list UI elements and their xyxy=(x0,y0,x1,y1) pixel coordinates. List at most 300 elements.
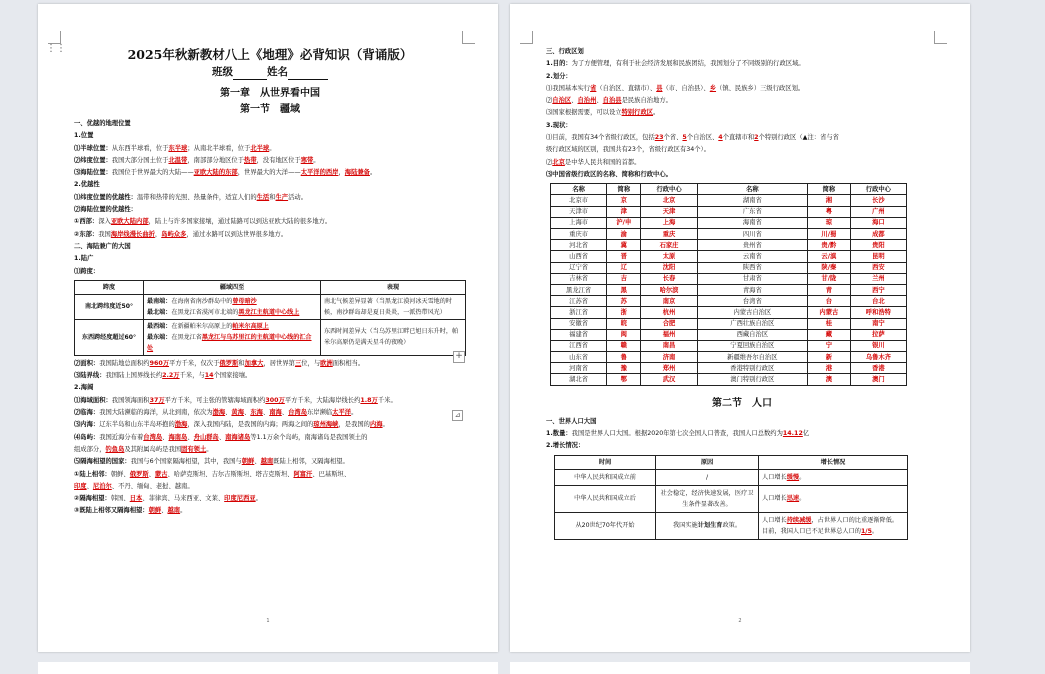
move-handle-icon[interactable]: ⋮⋮ xyxy=(46,43,66,54)
text-line[interactable] xyxy=(74,469,466,481)
page-2-paragraphs-2[interactable] xyxy=(546,416,938,453)
text-line[interactable] xyxy=(74,419,466,431)
table-cell[interactable]: 宁夏回族自治区 xyxy=(697,340,807,351)
table-header-cell[interactable]: 行政中心 xyxy=(850,184,906,195)
key-term: 缓慢 xyxy=(786,473,800,481)
text-line[interactable] xyxy=(546,132,938,144)
table-cell[interactable] xyxy=(656,485,759,512)
text-run: 在黑龙江省 xyxy=(171,333,202,341)
table-cell[interactable]: 南宁 xyxy=(850,318,906,329)
page-1-content[interactable] xyxy=(74,40,466,518)
text-line[interactable] xyxy=(546,58,938,70)
table-cell[interactable]: 粤 xyxy=(808,206,851,217)
table-header-cell[interactable]: 时间 xyxy=(555,455,656,469)
key-term: 曾母暗沙 xyxy=(232,297,257,305)
text-line[interactable] xyxy=(74,118,466,130)
table-cell[interactable]: 太原 xyxy=(641,251,697,262)
table-cell[interactable]: 合肥 xyxy=(641,318,697,329)
table-cell[interactable]: 江苏省 xyxy=(551,296,607,307)
extent-line xyxy=(147,307,317,318)
table-cell[interactable] xyxy=(656,512,759,539)
key-term: 三 xyxy=(294,359,302,367)
table-cell[interactable]: 陕西省 xyxy=(697,262,807,273)
table-row[interactable] xyxy=(555,485,908,512)
text-run: 和 xyxy=(238,359,245,367)
text-line[interactable] xyxy=(74,229,466,241)
text-run: 温带和热带的光照、热量条件，适宜人们的 xyxy=(136,193,257,201)
text-line[interactable] xyxy=(74,395,466,407)
text-run: 、 xyxy=(262,409,270,417)
key-term: 台湾岛 xyxy=(143,433,163,441)
bold-label: ⑶海陆位置： xyxy=(74,169,112,177)
text-line[interactable] xyxy=(546,440,938,452)
text-line[interactable] xyxy=(74,266,466,278)
table-row[interactable] xyxy=(551,329,907,340)
key-term: 朝鲜 xyxy=(241,458,255,466)
table-cell[interactable]: 贵阳 xyxy=(850,240,906,251)
add-row-button[interactable]: + xyxy=(453,351,465,363)
document-page-2[interactable] xyxy=(510,4,970,652)
text-run: ⑴目前，我国有34个省级行政区，包括 xyxy=(546,134,655,142)
text-line[interactable] xyxy=(546,46,938,58)
table-cell[interactable]: 东西跨经度超过60° xyxy=(75,319,144,355)
bold-label: 计划生育 xyxy=(697,522,723,530)
text-run: 人口增长 xyxy=(762,495,787,503)
text-run: 我国近海分布着 xyxy=(99,433,144,441)
table-cell[interactable]: 长沙 xyxy=(850,195,906,206)
table-cell[interactable]: 天津 xyxy=(641,206,697,217)
table-cell[interactable]: 湖南省 xyxy=(697,195,807,206)
page-2-paragraphs[interactable] xyxy=(546,46,938,181)
text-run: 我国领海面积 xyxy=(111,396,150,404)
table-cell[interactable]: 哈尔滨 xyxy=(641,284,697,295)
table-cell[interactable]: 乌鲁木齐 xyxy=(850,352,906,363)
key-term: 钓鱼岛 xyxy=(105,445,125,453)
page-number: 2 xyxy=(738,618,742,624)
table-cell[interactable]: 琼 xyxy=(808,217,851,228)
table-header-cell[interactable]: 简称 xyxy=(808,184,851,195)
text-run: 个特别行政区（▲注：省与省 xyxy=(758,134,839,142)
table-cell[interactable]: 吉 xyxy=(607,273,641,284)
text-line[interactable] xyxy=(546,428,938,440)
table-header-cell[interactable]: 表现 xyxy=(321,280,466,294)
bold-label: 三、行政区划 xyxy=(546,48,584,55)
text-run: 。 xyxy=(799,495,806,503)
table-cell[interactable]: 河南省 xyxy=(551,363,607,374)
text-run: 千米，与 xyxy=(179,372,205,380)
key-term: 俄罗斯 xyxy=(219,359,239,367)
table-cell[interactable]: 广东省 xyxy=(697,206,807,217)
text-line[interactable] xyxy=(546,120,938,132)
key-term: 印度 xyxy=(74,482,87,490)
table-cell[interactable]: 台 xyxy=(808,296,851,307)
table-cell[interactable] xyxy=(759,485,908,512)
table-cell[interactable]: 东西时间差异大（当乌苏里江畔已旭日东升时，帕米尔高原仍是满天星斗的夜晚） xyxy=(321,319,466,355)
text-run: ⑵ xyxy=(546,97,553,105)
table-row[interactable] xyxy=(551,206,907,217)
chapter-heading[interactable]: 第一章 从世界看中国 xyxy=(220,88,320,99)
table-cell[interactable]: 天津市 xyxy=(551,206,607,217)
text-line[interactable] xyxy=(74,432,466,444)
table-cell[interactable]: 上海 xyxy=(641,217,697,228)
table-cell[interactable] xyxy=(144,294,321,319)
table-row[interactable] xyxy=(551,296,907,307)
text-run: 人口增长 xyxy=(762,516,787,524)
table-cell[interactable]: 南京 xyxy=(641,296,697,307)
document-page-1[interactable] xyxy=(38,4,498,652)
table-row[interactable] xyxy=(551,374,907,385)
table-header-cell[interactable]: 名称 xyxy=(551,184,607,195)
class-name-line[interactable] xyxy=(74,64,466,80)
key-term: 越南 xyxy=(167,507,181,515)
text-run: 、 xyxy=(571,97,578,105)
table-resize-icon[interactable]: ⊿ xyxy=(452,410,463,421)
text-run: 、 xyxy=(225,409,232,417)
text-run: 。 xyxy=(255,495,262,503)
table-cell[interactable]: 内蒙古 xyxy=(808,307,851,318)
table-row[interactable] xyxy=(551,352,907,363)
text-line[interactable] xyxy=(74,382,466,394)
table-cell[interactable]: 宁 xyxy=(808,340,851,351)
class-blank[interactable] xyxy=(233,69,267,80)
table-header-cell[interactable]: 增长情况 xyxy=(759,455,908,469)
text-line[interactable] xyxy=(546,71,938,83)
table-cell[interactable]: 赣 xyxy=(607,340,641,351)
key-term: 自治州 xyxy=(577,97,597,105)
text-line[interactable] xyxy=(74,493,466,505)
province-table[interactable] xyxy=(550,183,907,385)
table-cell[interactable]: 昆明 xyxy=(850,251,906,262)
table-cell[interactable]: 江西省 xyxy=(551,340,607,351)
key-term: 北温带 xyxy=(168,156,188,164)
table-row[interactable] xyxy=(551,307,907,318)
table-cell[interactable]: 从20世纪70年代开始 xyxy=(555,512,656,539)
table-cell[interactable]: 港 xyxy=(808,363,851,374)
text-line[interactable] xyxy=(74,444,466,456)
key-term: 黄海 xyxy=(231,409,245,417)
table-cell[interactable]: 成都 xyxy=(850,229,906,240)
text-line[interactable] xyxy=(74,143,466,155)
bold-label: ⑸隔海相望的国家： xyxy=(74,458,131,466)
span-table[interactable] xyxy=(74,280,466,356)
text-run: 平方千米，仅次于 xyxy=(169,359,220,367)
table-cell[interactable]: 贵州省 xyxy=(697,240,807,251)
text-line[interactable] xyxy=(546,95,938,107)
table-cell[interactable]: 闽 xyxy=(607,329,641,340)
table-cell[interactable]: 皖 xyxy=(607,318,641,329)
table-cell[interactable]: 云/滇 xyxy=(808,251,851,262)
table-row[interactable] xyxy=(551,363,907,374)
extent-line xyxy=(147,332,317,354)
table-cell[interactable]: 内蒙古自治区 xyxy=(697,307,807,318)
key-term: 生活 xyxy=(256,193,270,201)
text-run: ，陆上与许多国家接壤，通过陆路可以到达亚欧大陆的很多地方。 xyxy=(148,218,332,226)
table-cell[interactable]: 黑龙江省 xyxy=(551,284,607,295)
text-line[interactable] xyxy=(546,144,938,156)
table-cell[interactable]: 云南省 xyxy=(697,251,807,262)
key-term: 渤海 xyxy=(212,409,226,417)
text-run: 为了方便管理，有利于社会经济发展和民族团结，我国划分了不同级别的行政区域。 xyxy=(571,60,805,68)
table-cell[interactable]: 福州 xyxy=(641,329,697,340)
text-run: 和 xyxy=(269,193,276,201)
table-cell[interactable]: 湖北省 xyxy=(551,374,607,385)
table-row[interactable] xyxy=(555,512,908,539)
text-run: ，深入我国内陆，是我国的内海；两海之间的 xyxy=(187,421,314,429)
text-line[interactable] xyxy=(546,157,938,169)
table-cell[interactable]: 甘肃省 xyxy=(697,273,807,284)
table-cell[interactable]: 青海省 xyxy=(697,284,807,295)
table-cell[interactable]: 鄂 xyxy=(607,374,641,385)
section-heading[interactable]: 第一节 疆域 xyxy=(240,104,300,115)
table-cell[interactable]: 辽宁省 xyxy=(551,262,607,273)
page-2-content[interactable] xyxy=(546,46,938,540)
name-blank[interactable] xyxy=(288,69,328,80)
table-cell[interactable]: 鲁 xyxy=(607,352,641,363)
table-row[interactable] xyxy=(551,340,907,351)
text-line[interactable] xyxy=(74,505,466,517)
text-run: （市、自治县）、 xyxy=(662,84,710,92)
table-cell[interactable]: 山东省 xyxy=(551,352,607,363)
bold-label: ⑴海域面积： xyxy=(74,396,112,404)
table-header-cell[interactable]: 跨度 xyxy=(75,280,144,294)
table-cell[interactable]: 澳 xyxy=(808,374,851,385)
text-line[interactable] xyxy=(546,83,938,95)
text-run: 我国与6个国家隔海相望，其中，我国与 xyxy=(130,458,242,466)
table-row[interactable] xyxy=(551,262,907,273)
text-run: 。 xyxy=(313,156,320,164)
text-run: 个国家接壤。 xyxy=(213,372,252,380)
table-cell[interactable]: 冀 xyxy=(607,240,641,251)
table-cell[interactable]: 长春 xyxy=(641,273,697,284)
text-line[interactable] xyxy=(74,253,466,265)
table-cell[interactable]: 郑州 xyxy=(641,363,697,374)
table-cell[interactable]: 辽 xyxy=(607,262,641,273)
text-run: 、 xyxy=(86,482,93,490)
bold-label: ⑵海陆位置的优越性： xyxy=(74,206,137,214)
key-term: 北半球 xyxy=(250,144,270,152)
text-line[interactable] xyxy=(74,407,466,419)
table-cell[interactable]: 京 xyxy=(607,195,641,206)
text-run: ；从南北半球看，位于 xyxy=(187,144,251,152)
bold-label: 2.优越性 xyxy=(74,181,100,189)
bold-label: 二、海陆兼广的大国 xyxy=(74,242,131,250)
bold-label: ⑵面积： xyxy=(74,359,100,367)
table-cell[interactable]: 呼和浩特 xyxy=(850,307,906,318)
table-cell[interactable]: 杭州 xyxy=(641,307,697,318)
table-row[interactable] xyxy=(551,251,907,262)
text-run: ，没有地区位于 xyxy=(256,156,301,164)
key-term: 特别行政区 xyxy=(621,109,654,117)
text-line[interactable] xyxy=(74,130,466,142)
table-cell[interactable]: 北京 xyxy=(641,195,697,206)
table-cell[interactable]: 西安 xyxy=(850,262,906,273)
text-run: 、 xyxy=(187,433,194,441)
table-cell[interactable]: 沈阳 xyxy=(641,262,697,273)
table-cell[interactable]: 新 xyxy=(808,352,851,363)
key-term: 持续减缓 xyxy=(786,516,812,524)
page-1-paragraphs[interactable] xyxy=(74,118,466,278)
table-cell[interactable]: 中华人民共和国成立后 xyxy=(555,485,656,512)
text-line[interactable] xyxy=(74,167,466,179)
table-cell[interactable]: 上海市 xyxy=(551,217,607,228)
table-header-cell[interactable]: 疆域四至 xyxy=(144,280,321,294)
table-cell[interactable]: 津 xyxy=(607,206,641,217)
text-run: （自治区、直辖市）、 xyxy=(596,84,657,92)
table-row[interactable] xyxy=(551,284,907,295)
table-cell[interactable]: 川/蜀 xyxy=(808,229,851,240)
key-term: 南海 xyxy=(269,409,282,417)
key-term: 寒带 xyxy=(300,156,314,164)
bold-label: 一、世界人口大国 xyxy=(546,417,597,425)
text-run: 、不丹、缅甸、老挝、越南。 xyxy=(111,482,194,490)
text-run: 等1.1万余个岛屿，南海诸岛是我国领土的 xyxy=(250,433,368,441)
table-cell[interactable]: 浙 xyxy=(607,307,641,318)
growth-table[interactable] xyxy=(554,455,908,540)
table-cell[interactable]: 吉林省 xyxy=(551,273,607,284)
text-run: ⑴我国基本实行 xyxy=(546,84,591,92)
table-cell[interactable]: 拉萨 xyxy=(850,329,906,340)
key-term: 37万 xyxy=(149,396,165,404)
table-row[interactable] xyxy=(555,469,908,485)
name-label: 姓名 xyxy=(267,66,288,78)
text-line[interactable] xyxy=(74,216,466,228)
table-cell[interactable]: 香港 xyxy=(850,363,906,374)
table-cell[interactable]: 贵/黔 xyxy=(808,240,851,251)
key-term: 300万 xyxy=(265,396,285,404)
key-term: 岛屿众多 xyxy=(161,230,187,238)
text-run: 我国位于世界最大的大陆—— xyxy=(111,169,194,177)
table-cell[interactable]: 甘/陇 xyxy=(808,273,851,284)
text-run: 个省、 xyxy=(663,134,683,142)
text-line[interactable] xyxy=(74,370,466,382)
table-cell[interactable]: 四川省 xyxy=(697,229,807,240)
table-cell[interactable]: 南北气候差异显著（当黑龙江漠河冰天雪地的时候，南沙群岛却是夏日炎炎，一派热带风光） xyxy=(321,294,466,319)
table-cell[interactable]: 台湾省 xyxy=(697,296,807,307)
text-line[interactable] xyxy=(546,169,938,181)
text-run: 我国 xyxy=(98,230,111,238)
page-1-paragraphs-after[interactable] xyxy=(74,358,466,518)
text-run: 、哈萨克斯坦、吉尔吉斯斯坦、塔吉克斯坦、 xyxy=(167,470,294,478)
text-line[interactable] xyxy=(74,204,466,216)
text-run: 面积相当。 xyxy=(332,359,365,367)
table-cell[interactable]: 豫 xyxy=(607,363,641,374)
table-cell[interactable]: 香港特别行政区 xyxy=(697,363,807,374)
key-term: 渤海 xyxy=(174,421,188,429)
bold-label: ①西部： xyxy=(74,218,99,226)
table-cell[interactable]: 藏 xyxy=(808,329,851,340)
table-cell[interactable] xyxy=(759,512,908,539)
table-cell[interactable]: 新疆维吾尔自治区 xyxy=(697,352,807,363)
table-cell[interactable]: 武汉 xyxy=(641,374,697,385)
table-cell[interactable]: 北京市 xyxy=(551,195,607,206)
table-cell[interactable]: 山西省 xyxy=(551,251,607,262)
table-row[interactable] xyxy=(551,195,907,206)
table-cell[interactable]: 安徽省 xyxy=(551,318,607,329)
text-line[interactable] xyxy=(74,192,466,204)
table-header-cell[interactable]: 行政中心 xyxy=(641,184,697,195)
table-cell[interactable]: 黑 xyxy=(607,284,641,295)
table-cell[interactable]: 河北省 xyxy=(551,240,607,251)
table-cell[interactable]: 苏 xyxy=(607,296,641,307)
text-line[interactable] xyxy=(546,416,938,428)
table-cell[interactable]: 西藏自治区 xyxy=(697,329,807,340)
table-cell[interactable]: 渝 xyxy=(607,229,641,240)
table-row[interactable] xyxy=(551,229,907,240)
table-cell[interactable]: 浙江省 xyxy=(551,307,607,318)
key-term: 太平洋 xyxy=(332,409,352,417)
table-cell[interactable]: 重庆 xyxy=(641,229,697,240)
table-row[interactable] xyxy=(551,273,907,284)
text-run: ，占世界人口的比重逐渐降低。目前，我国人口已不足世界总人口的 xyxy=(762,516,899,535)
text-run: ， xyxy=(154,230,162,238)
text-run: 、 xyxy=(148,470,155,478)
table-cell[interactable] xyxy=(144,319,321,355)
table-cell[interactable]: 兰州 xyxy=(850,273,906,284)
key-term: 海岸线漫长曲折 xyxy=(110,230,155,238)
table-cell[interactable]: 南昌 xyxy=(641,340,697,351)
table-cell[interactable]: 福建省 xyxy=(551,329,607,340)
section-2-heading[interactable]: 第二节 人口 xyxy=(712,397,772,409)
table-cell[interactable]: 石家庄 xyxy=(641,240,697,251)
table-cell[interactable]: 青 xyxy=(808,284,851,295)
table-cell[interactable]: 海南省 xyxy=(697,217,807,228)
table-row[interactable] xyxy=(551,318,907,329)
text-line[interactable] xyxy=(74,456,466,468)
bold-label: ②隔海相望： xyxy=(74,495,111,503)
text-run: 我国实施 xyxy=(672,522,698,530)
table-cell[interactable] xyxy=(656,469,759,485)
table-cell[interactable]: 南北跨纬度近50° xyxy=(75,294,144,319)
table-row[interactable] xyxy=(75,294,466,319)
document-title[interactable]: 2025年秋新教材八上《地理》必背知识（背诵版） xyxy=(127,47,413,62)
table-row[interactable] xyxy=(551,217,907,228)
text-run: 组成部分， xyxy=(74,445,106,453)
table-cell[interactable]: 西宁 xyxy=(850,284,906,295)
table-cell[interactable]: 中华人民共和国成立前 xyxy=(555,469,656,485)
table-header-cell[interactable]: 简称 xyxy=(607,184,641,195)
table-cell[interactable]: 广州 xyxy=(850,206,906,217)
table-cell[interactable]: 澳门 xyxy=(850,374,906,385)
key-term: 日本 xyxy=(129,495,143,503)
table-cell[interactable] xyxy=(759,469,908,485)
text-line[interactable] xyxy=(74,155,466,167)
table-cell[interactable]: 广西壮族自治区 xyxy=(697,318,807,329)
text-line[interactable] xyxy=(546,107,938,119)
table-cell[interactable]: 银川 xyxy=(850,340,906,351)
table-cell[interactable]: 台北 xyxy=(850,296,906,307)
text-line[interactable] xyxy=(74,241,466,253)
text-run: 。 xyxy=(351,409,358,417)
table-cell[interactable]: 重庆市 xyxy=(551,229,607,240)
text-line[interactable] xyxy=(74,358,466,370)
table-row[interactable] xyxy=(75,319,466,355)
table-cell[interactable]: 桂 xyxy=(808,318,851,329)
table-cell[interactable]: 晋 xyxy=(607,251,641,262)
table-cell[interactable]: 济南 xyxy=(641,352,697,363)
text-line[interactable] xyxy=(74,179,466,191)
text-line[interactable] xyxy=(74,481,466,493)
bold-label: ⑵临海： xyxy=(74,409,100,417)
table-cell[interactable]: 沪/申 xyxy=(607,217,641,228)
text-run: 、巴基斯坦、 xyxy=(312,470,351,478)
table-header-cell[interactable]: 名称 xyxy=(697,184,807,195)
table-row[interactable] xyxy=(551,240,907,251)
table-cell[interactable]: 湘 xyxy=(808,195,851,206)
table-cell[interactable]: 海口 xyxy=(850,217,906,228)
table-header-cell[interactable]: 原因 xyxy=(656,455,759,469)
table-cell[interactable]: 陕/秦 xyxy=(808,262,851,273)
table-cell[interactable]: 澳门特别行政区 xyxy=(697,374,807,385)
